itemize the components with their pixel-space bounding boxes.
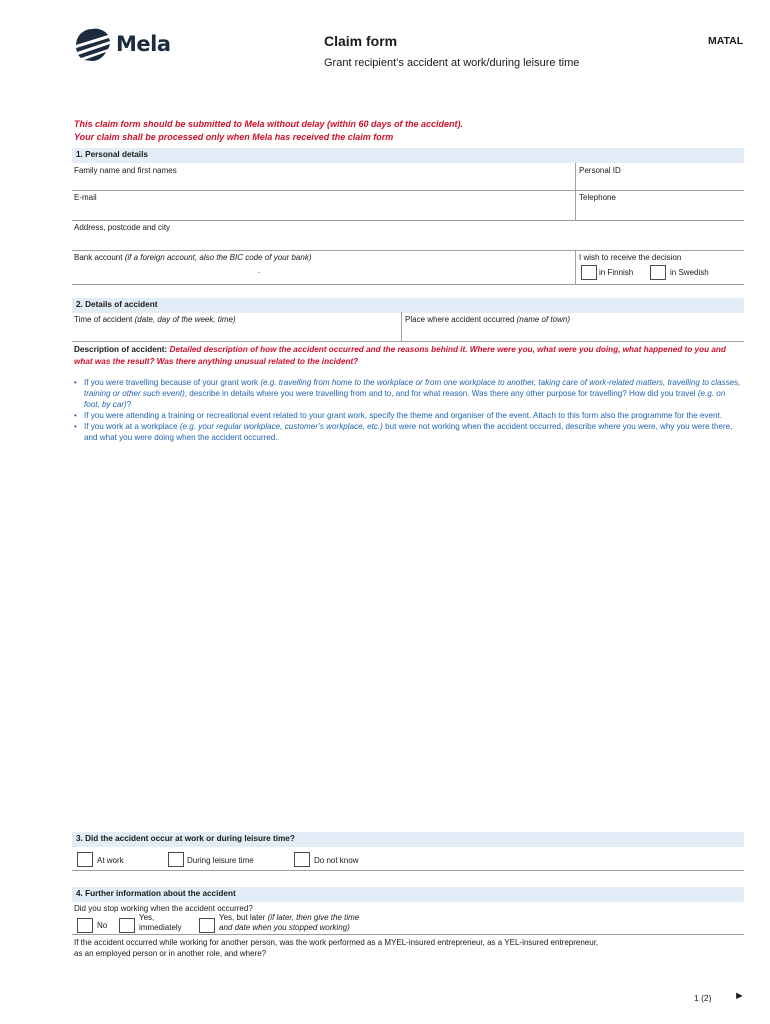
address-field[interactable] bbox=[74, 222, 742, 249]
divider bbox=[72, 284, 744, 285]
stop-working-question: Did you stop working when the accident occurred? bbox=[74, 904, 253, 913]
at-work-checkbox[interactable] bbox=[77, 852, 93, 867]
bullet3-b: (e.g. your regular workplace, customer’s workplace, etc.) bbox=[179, 422, 383, 431]
bullet3-c: but were not working when the accident occurred, describe where you were, why you were there, and what you were doing when the accident occurred. bbox=[84, 422, 733, 442]
divider bbox=[72, 250, 744, 251]
bullet3-a: If you work at a workplace bbox=[84, 422, 178, 431]
divider bbox=[575, 163, 576, 220]
later-hint-2: and date when you stopped working) bbox=[219, 923, 350, 932]
swedish-label: in Swedish bbox=[670, 268, 709, 277]
finnish-checkbox[interactable] bbox=[581, 265, 597, 280]
mela-logo-icon bbox=[72, 27, 112, 61]
bullet1-d: (e.g. on foot, by car) bbox=[84, 389, 726, 409]
yes-line-1: Yes, bbox=[139, 913, 155, 922]
bullet1-e: ? bbox=[126, 400, 132, 409]
divider bbox=[401, 312, 402, 341]
time-label-text: Time of accident bbox=[74, 315, 133, 324]
later-hint-1: (if later, then give the time bbox=[267, 913, 360, 922]
instruction-list bbox=[74, 377, 742, 443]
bank-dot: . bbox=[258, 266, 261, 275]
yes-line-2: immediately bbox=[139, 923, 182, 932]
leisure-checkbox[interactable] bbox=[168, 852, 184, 867]
not-know-checkbox[interactable] bbox=[294, 852, 310, 867]
telephone-field[interactable] bbox=[577, 192, 743, 219]
address-label: Address, postcode and city bbox=[74, 223, 171, 232]
email-field[interactable] bbox=[74, 192, 574, 219]
yes-later-checkbox[interactable] bbox=[199, 918, 215, 933]
later-line-1: Yes, but later bbox=[219, 913, 266, 922]
page-number: 1 (2) bbox=[694, 993, 712, 1003]
description-hint: Detailed description of how the accident occurred and the reasons behind it. Where were you, what were you doing, what happened to you and what was the result? Was there anything unusual related to the incident? bbox=[74, 345, 726, 366]
instruction-item-workplace bbox=[74, 421, 742, 443]
divider bbox=[72, 870, 744, 871]
decision-language-label: I wish to receive the decision bbox=[579, 253, 682, 262]
mela-logo bbox=[72, 24, 182, 64]
family-name-label: Family name and first names bbox=[74, 166, 177, 175]
telephone-label: Telephone bbox=[579, 193, 616, 202]
time-of-accident-field[interactable] bbox=[74, 313, 399, 340]
bullet1-c: , describe in details where you were travelling from and to, and for what reason. Was there any other purpose for travelling? How did you travel bbox=[184, 389, 696, 398]
bullet1-a: If you were travelling because of your grant work bbox=[84, 378, 259, 387]
personal-id-field[interactable] bbox=[577, 164, 743, 190]
accident-description-field[interactable] bbox=[74, 460, 742, 820]
place-label-text: Place where accident occurred bbox=[405, 315, 515, 324]
other-person-q1: If the accident occurred while working for another person, was the work performed as a MYEL-insured entrepreneur, as a YEL-insured entrepreneur, bbox=[74, 938, 599, 947]
personal-id-label: Personal ID bbox=[579, 166, 621, 175]
description-label: Description of accident: bbox=[74, 345, 168, 354]
at-work-label: At work bbox=[97, 856, 124, 865]
bullet1-b: (e.g. travelling from home to the workplace or from one workplace to another, taking care of work-related matters, travelling to classes, training or other such event) bbox=[84, 378, 741, 398]
yes-later-label bbox=[219, 913, 359, 933]
other-person-question bbox=[74, 937, 742, 959]
bank-account-field[interactable] bbox=[74, 252, 574, 282]
section-3-header: 3. Did the accident occur at work or during leisure time? bbox=[72, 832, 744, 847]
description-prompt bbox=[74, 344, 744, 367]
divider bbox=[575, 250, 576, 284]
place-hint: (name of town) bbox=[516, 315, 570, 324]
yes-immediately-checkbox[interactable] bbox=[119, 918, 135, 933]
no-label: No bbox=[97, 921, 108, 930]
divider bbox=[72, 934, 744, 935]
divider bbox=[72, 220, 744, 221]
place-of-accident-field[interactable] bbox=[403, 313, 743, 340]
form-title: Claim form bbox=[324, 33, 398, 49]
section-4-header: 4. Further information about the accident bbox=[72, 887, 744, 902]
leisure-label: During leisure time bbox=[187, 856, 254, 865]
form-code: MATAL bbox=[708, 35, 744, 47]
logo-text: Mela bbox=[116, 32, 171, 56]
other-person-field[interactable] bbox=[74, 960, 742, 984]
notice-line-2: Your claim shall be processed only when Mela has received the claim form bbox=[74, 132, 394, 142]
instruction-item-training: • If you were attending a training or recreational event related to your grant work, specify the theme and organiser of the event. Attach to this form also the programme for the event. bbox=[74, 410, 742, 421]
instruction-item-travel bbox=[74, 377, 742, 410]
bank-account-hint: (if a foreign account, also the BIC code of your bank) bbox=[124, 253, 312, 262]
next-page-icon[interactable]: ► bbox=[734, 990, 745, 1002]
section-2-header: 2. Details of accident bbox=[72, 298, 744, 313]
divider bbox=[72, 341, 744, 342]
email-label: E-mail bbox=[74, 193, 97, 202]
finnish-label: in Finnish bbox=[599, 268, 634, 277]
notice-line-1: This claim form should be submitted to Mela without delay (within 60 days of the accident). bbox=[74, 119, 464, 129]
form-subtitle: Grant recipient’s accident at work/during leisure time bbox=[324, 57, 580, 69]
yes-immediately-label bbox=[139, 913, 182, 933]
bank-account-label-text: Bank account bbox=[74, 253, 123, 262]
section-1-header: 1. Personal details bbox=[72, 148, 744, 163]
family-name-field[interactable] bbox=[74, 164, 574, 190]
divider bbox=[72, 190, 744, 191]
not-know-label: Do not know bbox=[314, 856, 359, 865]
swedish-checkbox[interactable] bbox=[650, 265, 666, 280]
time-hint: (date, day of the week, time) bbox=[134, 315, 236, 324]
other-person-q2: as an employed person or in another role, and where? bbox=[74, 949, 267, 958]
no-checkbox[interactable] bbox=[77, 918, 93, 933]
